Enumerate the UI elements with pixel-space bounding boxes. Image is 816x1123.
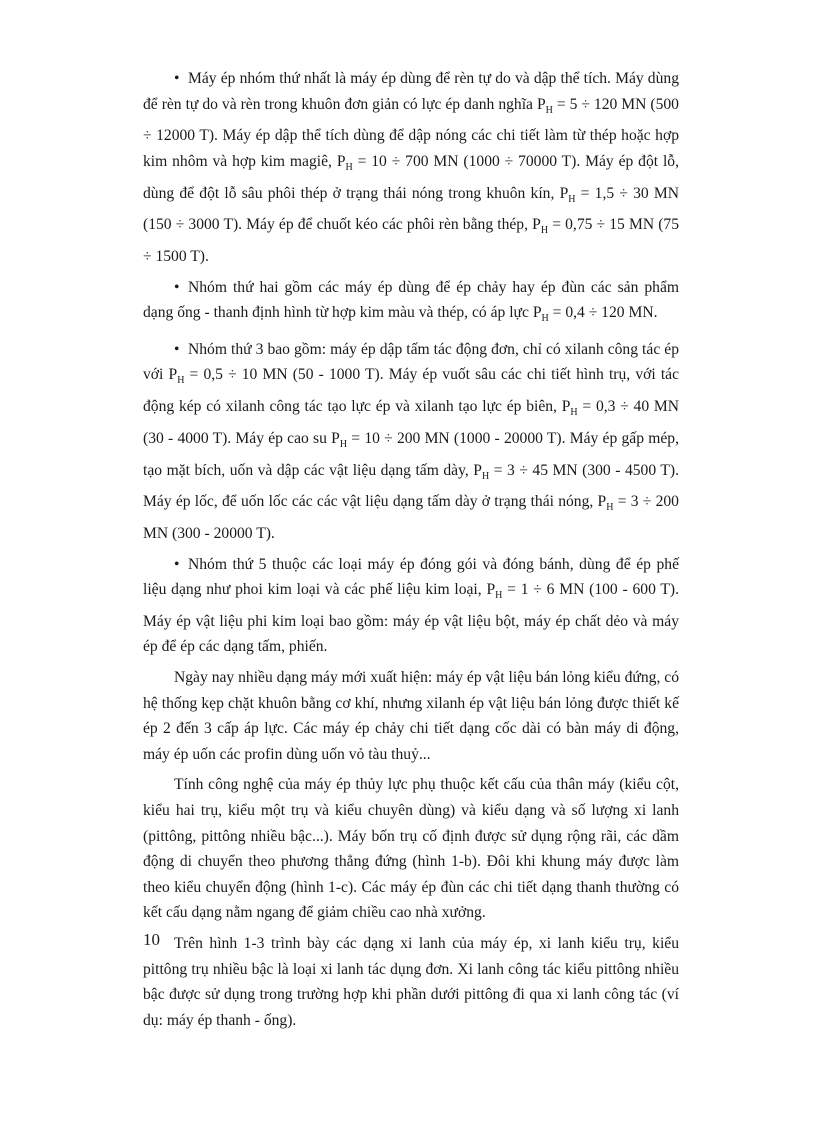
bullet-icon: • [174,70,180,87]
bullet-icon: • [174,555,180,573]
paragraph-text: Nhóm thứ 5 thuộc các loại máy ép đóng gói và đóng bánh, dùng để ép phế liệu dạng như phoi kim loại và các phế liệu kim loại, $P_H = 1 \div 6$ MN (100 - 600 T). Máy ép vật liệu phi kim loại bao gồm: máy ép vật liệu bột, máy ép chất dẻo và máy ép để ép các dạng tấm, phiến. [143,555,679,656]
bullet-icon: • [174,340,180,358]
paragraph-text: Nhóm thứ 3 bao gồm: máy ép dập tấm tác động đơn, chỉ có xilanh công tác ép với $P_H = 0,5 \div 10$ MN (50 - 1000 T). Máy ép vuốt sâu các chi tiết hình trụ, với tác động kép có xilanh công tác tạo lực ép và xilanh tạo lực ép biên, $P_H = 0,3 \div 40$ MN (30 - 4000 T). Máy ép cao su $P_H = 10 \div 200$ MN (1000 - 20000 T). Máy ép gấp mép, tạo mặt bích, uốn và dập các vật liệu dạng tấm dày, $P_H = 3 \div 45$ MN (300 - 4500 T). Máy ép lốc, để uốn lốc các các vật liệu dạng tấm dày ở trạng thái nóng, $P_H = 3 \div 200$ MN (300 - 20000 T). [143,340,679,542]
paragraph-text: Trên hình 1-3 trình bày các dạng xi lanh của máy ép, xi lanh kiểu trụ, kiểu pittông trụ nhiều bậc là loại xi lanh tác dụng đơn. Xi lanh công tác kiểu pittông nhiều bậc được sử dụng trong trường hợp khi phần dưới pittông đi qua xi lanh công tác (ví dụ: máy ép thanh - ống). [143,935,679,1029]
paragraph-text: Máy ép nhóm thứ nhất là máy ép dùng để rèn tự do và dập thể tích. Máy dùng để rèn tự do và rèn trong khuôn đơn giản có lực ép danh nghĩa $P_H = 5 \div 120$ MN (500 ÷ 12000 T). Máy ép dập thể tích dùng để dập nóng các chi tiết làm từ thép hoặc hợp kim nhôm và hợp kim magiê, $P_H = 10 \div 700$ MN (1000 ÷ 70000 T). Máy ép đột lỗ, dùng để đột lỗ sâu phôi thép ở trạng thái nóng trong khuôn kín, $P_H = 1,5 \div 30$ MN (150 ÷ 3000 T). Máy ép để chuốt kéo các phôi rèn bằng thép, $P_H = 0,75 \div 15$ MN (75 ÷ 1500 T). [143,70,679,265]
paragraph-group-1 [143,66,679,270]
paragraph-text: Tính công nghệ của máy ép thủy lực phụ thuộc kết cấu của thân máy (kiểu cột, kiểu hai trụ, kiểu một trụ và kiểu chuyên dùng) và kiểu dạng và số lượng xi lanh (pittông, pittông nhiều bậc...). Máy bốn trụ cố định được sử dụng rộng rãi, các dầm động di chuyển theo phương thẳng đứng (hình 1-b). Đôi khi khung máy được làm theo kiểu chuyển động (hình 1-c). Các máy ép đùn các chi tiết dạng thanh thường có kết cấu dạng nằm ngang để giảm chiều cao nhà xưởng. [143,776,679,922]
paragraph-group-2 [143,275,679,332]
paragraph-group-5 [143,552,679,660]
paragraph-cylinders [143,931,679,1033]
paragraph-text: Nhóm thứ hai gồm các máy ép dùng để ép chảy hay ép đùn các sản phẩm dạng ống - thanh định hình từ hợp kim màu và thép, có áp lực $P_H = 0,4 \div 120$ MN. [143,278,679,325]
paragraph-new-machines [143,665,679,767]
page-number: 10 [143,930,160,949]
paragraph-technology [143,772,679,926]
body-text [143,66,679,1038]
paragraph-group-3 [143,337,679,547]
paragraph-text: Ngày nay nhiều dạng máy mới xuất hiện: máy ép vật liệu bán lỏng kiểu đứng, có hệ thống kẹp chặt khuôn bằng cơ khí, nhưng xilanh ép vật liệu bán lỏng được thiết kế ép 2 đến 3 cấp áp lực. Các máy ép chảy chi tiết dạng cốc dài có bàn máy di động, máy ép uốn các profin dùng uốn vỏ tàu thuỷ... [143,669,679,763]
bullet-icon: • [174,278,180,296]
